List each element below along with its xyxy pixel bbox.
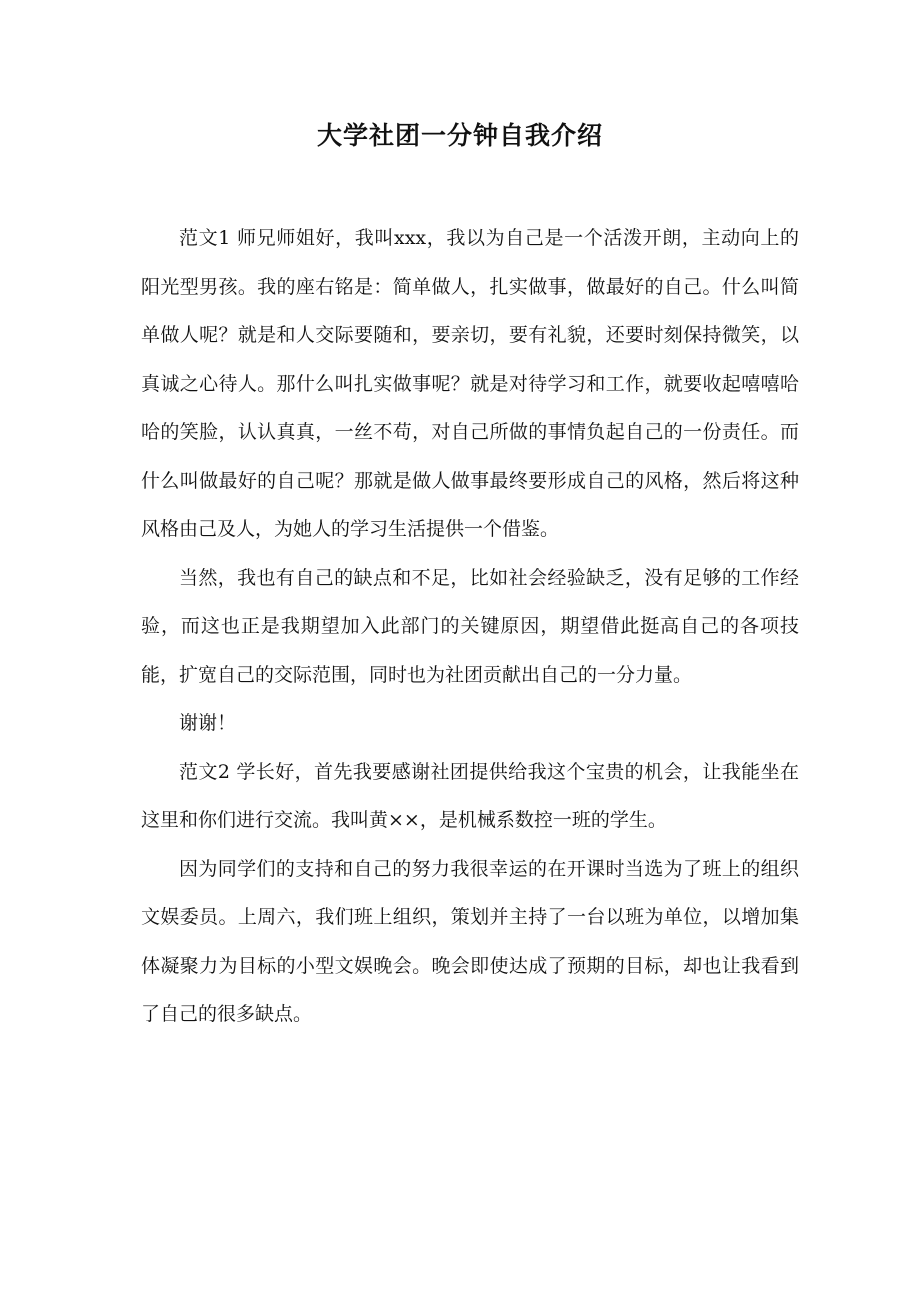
paragraph-sample-2: 范文2 学长好，首先我要感谢社团提供给我这个宝贵的机会，让我能坐在这里和你们进行交流。我叫黄××，是机械系数控一班的学生。 bbox=[141, 760, 799, 831]
document-body bbox=[141, 214, 799, 1039]
document-title: 大学社团一分钟自我介绍 bbox=[316, 121, 603, 150]
paragraph-thanks: 谢谢！ bbox=[179, 712, 237, 734]
paragraph-shortcomings: 当然，我也有自己的缺点和不足，比如社会经验缺乏，没有足够的工作经验，而这也正是我期望加入此部门的关键原因，期望借此挺高自己的各项技能，扩宽自己的交际范围，同时也为社团贡献出自己的一分力量。 bbox=[141, 566, 799, 686]
paragraph-committee: 因为同学们的支持和自己的努力我很幸运的在开课时当选为了班上的组织文娱委员。上周六，我们班上组织，策划并主持了一台以班为单位，以增加集体凝聚力为目标的小型文娱晚会。晚会即使达成了预期的目标，却也让我看到了自己的很多缺点。 bbox=[141, 857, 799, 1025]
paragraph-sample-1: 范文1 师兄师姐好，我叫xxx，我以为自己是一个活泼开朗，主动向上的阳光型男孩。我的座右铭是：简单做人，扎实做事，做最好的自己。什么叫简单做人呢？就是和人交际要随和，要亲切，要有礼貌，还要时刻保持微笑，以真诚之心待人。那什么叫扎实做事呢？就是对待学习和工作，就要收起嘻嘻哈哈的笑脸，认认真真，一丝不苟，对自己所做的事情负起自己的一份责任。而什么叫做最好的自己呢？那就是做人做事最终要形成自己的风格，然后将这种风格由己及人，为她人的学习生活提供一个借鉴。 bbox=[141, 227, 799, 540]
